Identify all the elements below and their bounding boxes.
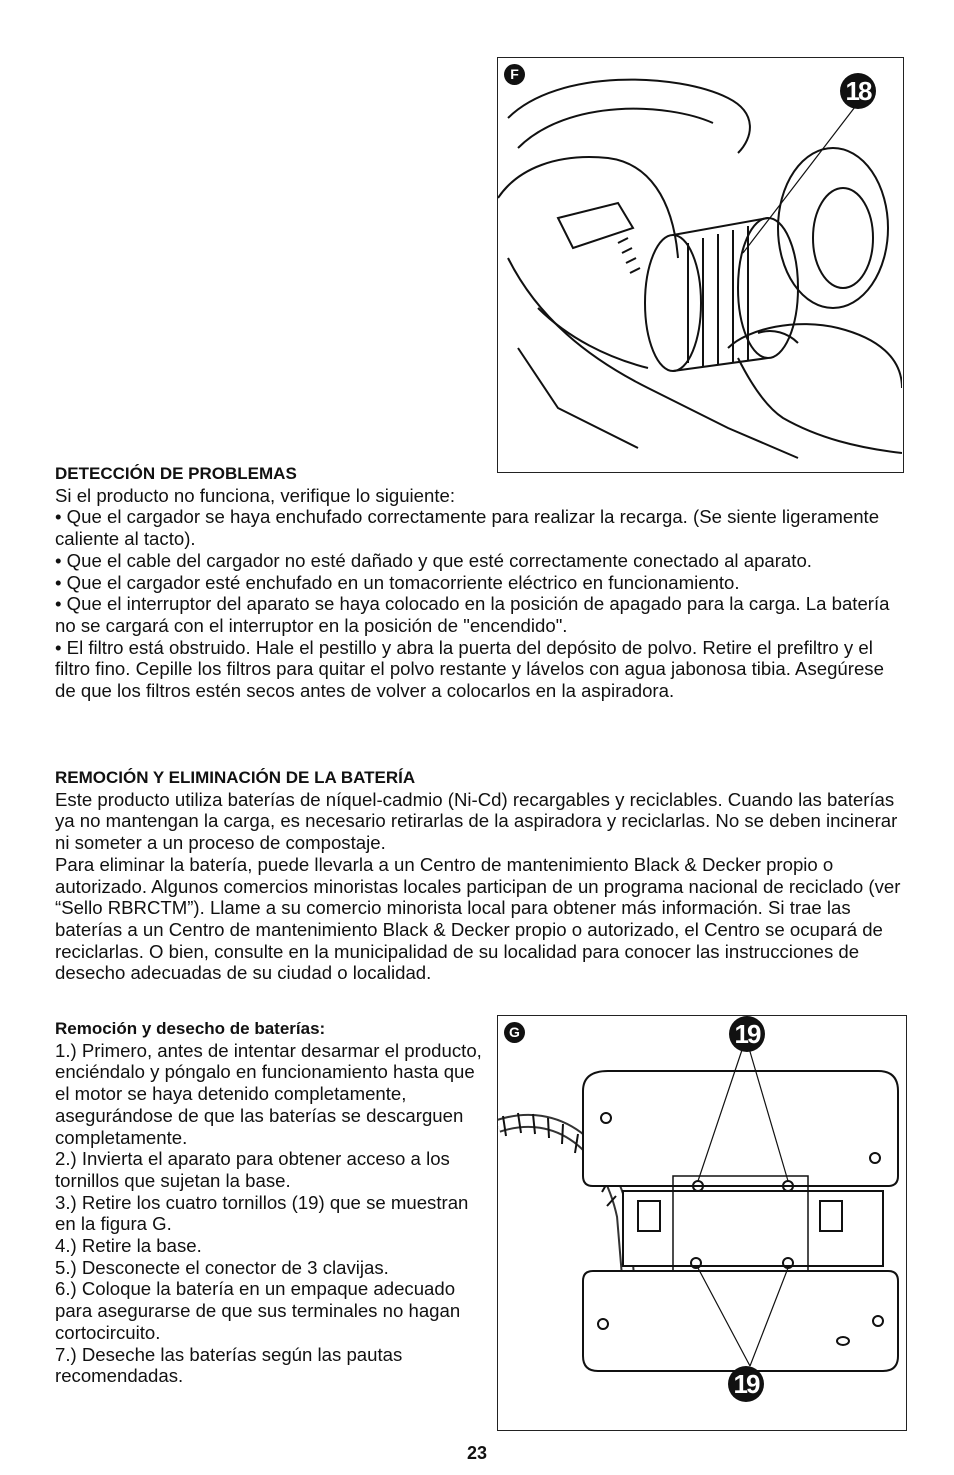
battery-step: 6.) Coloque la batería en un empaque adecuado para asegurarse de que sus terminales no hagan cortocircuito. [55,1278,461,1343]
battery-step: 4.) Retire la base. [55,1235,202,1257]
troubleshooting-item: • Que el cargador esté enchufado en un tomacorriente eléctrico en funcionamiento. [55,571,740,593]
troubleshooting-heading: DETECCIÓN DE PROBLEMAS [55,464,297,483]
battery-step: 5.) Desconecte el conector de 3 clavijas. [55,1256,389,1278]
callout-19-bottom: 19 [728,1366,764,1402]
battery-step: 1.) Primero, antes de intentar desarmar el producto, enciéndalo y póngalo en funcionamiento hasta que el motor se haya detenido completamente, asegurándose de que las baterías se descarguen completamente. [55,1039,482,1148]
battery-step: 3.) Retire los cuatro tornillos (19) que se muestran en la figura G. [55,1191,469,1235]
vacuum-base-illustration [498,1016,905,1429]
battery-removal-paragraph-2: Para eliminar la batería, puede llevarla a un Centro de mantenimiento Black & Decker propio o autorizado. Algunos comercios minoristas locales participan de un programa nacional de reciclado (ver “Sello RBRCTM”). Llame a su comercio minorista local para obtener más información. Si trae las baterías a un Centro de mantenimiento Black & Decker propio o autorizado, el Centro se ocupará de reciclarlas. O bien, consulte en la municipalidad de su localidad para conocer las instrucciones de desecho adecuadas de su ciudad o localidad. [55,853,901,984]
troubleshooting-intro: Si el producto no funciona, verifique lo siguiente: [55,484,456,506]
troubleshooting-item: • Que el cable del cargador no esté dañado y que esté correctamente conectado al aparato. [55,549,812,571]
troubleshooting-item: • Que el interruptor del aparato se haya colocado en la posición de apagado para la carga. La batería no se cargará con el interruptor en la posición de "encendido". [55,593,890,636]
battery-step: 2.) Invierta el aparato para obtener acceso a los tornillos que sujetan la base. [55,1148,450,1191]
battery-steps-heading: Remoción y desecho de baterías: [55,1019,326,1038]
figure-label-g: G [504,1022,525,1043]
battery-steps-section [55,1018,490,1387]
figure-f [497,57,904,473]
figure-g [497,1015,907,1431]
figure-label-f: F [504,64,525,85]
troubleshooting-item: • El filtro está obstruido. Hale el pestillo y abra la puerta del depósito de polvo. Retire el prefiltro y el filtro fino. Cepille los filtros para quitar el polvo restante y lávelos con agua jabonosa tibia. Asegúrese de que los filtros estén secos antes de volver a colocarlos en la aspiradora. [55,636,884,702]
battery-removal-heading: REMOCIÓN Y ELIMINACIÓN DE LA BATERÍA [55,768,416,787]
callout-19-top: 19 [729,1016,765,1052]
callout-18: 18 [840,73,876,109]
battery-removal-section [55,767,905,984]
troubleshooting-item: • Que el cargador se haya enchufado correctamente para realizar la recarga. (Se siente ligeramente caliente al tacto). [55,506,880,550]
battery-removal-paragraph-1: Este producto utiliza baterías de níquel-cadmio (Ni-Cd) recargables y reciclables. Cuando las baterías ya no mantengan la carga, es necesario retirarlas de la aspiradora y reciclarlas. No se deben incinerar ni someter a un proceso de compostaje. [55,788,898,854]
battery-step: 7.) Deseche las baterías según las pautas recomendadas. [55,1343,403,1387]
vacuum-filter-illustration [498,58,902,471]
troubleshooting-section [55,463,905,702]
page-number: 23 [466,1443,488,1463]
